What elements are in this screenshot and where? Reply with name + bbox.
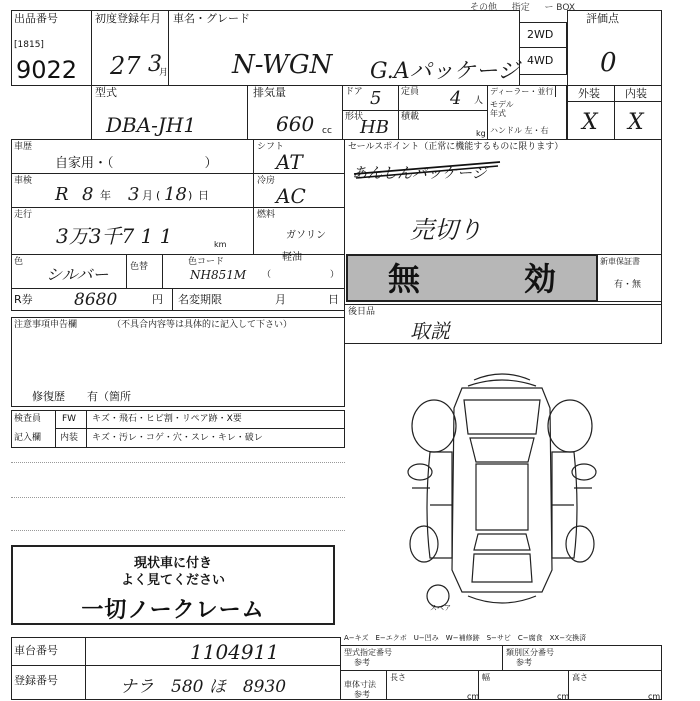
doors-value: 5 [370,88,382,109]
class-label: 類別区分番号 [506,648,554,657]
model-name: N-WGN [232,50,333,80]
length-label: 長さ [390,673,406,682]
later-items-label: 後日品 [348,307,376,317]
lot-code: [1815] [14,40,44,50]
dim-vline-2 [478,670,479,700]
first-reg-year: 27 [110,52,141,80]
no-claim-box [11,545,335,625]
lot-label: 出品番号 [14,12,58,25]
dealer-tick [555,85,556,97]
new-warranty-label: 新車保証書 [600,257,640,266]
plate-label: 登録番号 [14,674,58,687]
type-label: 型式 [95,86,117,99]
spare-label: スペア [430,604,451,612]
car-diagram [402,360,602,615]
ext-int-divider [567,101,662,102]
model-year-label: モデル年式 [490,100,514,118]
interior-row-label: 内装 [60,433,79,443]
name-change-month: 月 [275,293,286,306]
body-dim-ref-label: 参考 [354,690,370,699]
inspector-label: 検査員 [14,414,42,424]
exterior-value: X [582,110,598,135]
footer-right-divider [340,670,662,671]
model-label: 車名・グレード [173,12,250,25]
first-reg-month: 3 [148,52,162,77]
footer-left-vdivider [85,637,86,700]
name-change-label: 名変期限 [178,293,222,306]
void-char-1: 無 [388,260,421,298]
plate-value: ナラ 580 ほ 8930 [120,677,287,697]
history-label: 車歴 [14,142,33,152]
color-code-label: 色コード [188,257,225,267]
score-value: 0 [600,48,617,78]
drive-4wd: 4WD [527,54,554,67]
lot-number: 9022 [16,56,78,84]
dim-vline-1 [386,670,387,700]
name-change-divider [172,288,173,311]
doors-label: ドア [345,87,363,97]
footer-left-divider [11,665,341,666]
fuel-paren-open: （ [262,270,272,280]
inspector-vline2 [86,410,87,448]
inspection-paren-close: ) [188,189,193,202]
fuel-diesel: 軽油 [282,252,302,263]
score-label: 評価点 [586,12,619,25]
sales-points-label: セールスポイント（正常に機能するものに限ります） [348,142,564,152]
details-vdivider [253,139,254,254]
recycle-value: 8680 [74,290,118,310]
doors-divider [342,110,488,111]
inspector-vline1 [55,410,56,448]
guide-line-3 [11,530,345,531]
color-code-divider [162,254,163,288]
person-unit: 人 [474,96,484,106]
height-unit: cm [648,692,661,701]
inspector-hline [55,428,345,429]
type-value: DBA-JH1 [106,113,197,137]
load-label: 積載 [401,112,420,122]
interior-label: 内装 [625,87,647,100]
body-dim-label: 車体寸法 [344,680,376,689]
inspection-era: R [55,184,69,205]
width-unit: cm [557,692,570,701]
color-value: シルバー [46,265,109,284]
caution-label: 注意事項申告欄 [14,320,78,330]
recycle-label: R券 [14,293,33,306]
dealer-label: ディーラー・並行 [490,87,554,96]
handle-label: ハンドル 左・右 [490,126,549,135]
doors-vdivider [398,85,399,140]
claim-line-1: 現状車に付き [133,556,212,571]
capacity-label: 定員 [401,87,420,97]
entry-label: 記入欄 [14,433,42,443]
displacement-value: 660 [276,112,315,136]
shape-label: 形状 [345,112,364,122]
drive-2wd: 2WD [527,28,554,41]
cc-unit: cc [322,126,332,136]
color-change-label: 色替 [130,262,149,272]
history-value: 自家用・（ ） [55,156,218,171]
shift-value: AT [276,150,303,174]
inspection-paren-open: ( [156,189,161,202]
mileage-value: 3万3千7 1 1 [56,224,173,248]
chassis-label: 車台番号 [14,644,58,657]
fuel-label: 燃料 [257,210,276,220]
later-items-value: 取説 [410,319,450,343]
inspection-label: 車検 [14,176,33,186]
first-reg-label: 初度登録年月 [95,12,161,25]
fw-text: キズ・飛石・ヒビ割・リペア跡・X要 [92,414,242,424]
new-warranty-value: 有・無 [614,280,642,290]
sales-points-note: 売切り [410,216,482,244]
top-cutoff-text: その他 指定 ー BOX [470,3,575,13]
capacity-value: 4 [450,88,462,109]
yen-unit: 円 [152,293,163,306]
guide-line-2 [11,497,345,498]
fuel-paren-close: ） [330,270,340,280]
fw-label: FW [62,414,77,424]
repair-label: 修復歴 有（箇所 [32,390,131,403]
footer-right-vdivider [502,645,503,670]
ac-label: 冷房 [257,176,276,186]
inspection-year: 8 [82,184,94,205]
details-row4-line [11,288,345,289]
caution-hint: （不具合内容等は具体的に記入して下さい） [112,320,293,330]
grade: G.Aパッケージ [370,59,520,84]
interior-value: X [628,110,644,135]
strikethrough-marks [352,154,502,184]
sales-points-struck: あんしんパッケージ [352,164,487,182]
class-ref-label: 参考 [516,658,532,667]
inspection-year-unit: 年 [100,189,111,202]
inspection-day-unit: 日 [198,189,209,202]
displacement-label: 排気量 [253,86,286,99]
inspection-month-unit: 月 [142,189,153,202]
cert-ref-label: 参考 [354,658,370,667]
claim-line-3: 一切ノークレーム [81,598,265,623]
dim-vline-3 [568,670,569,700]
shape-value: HB [360,117,389,138]
color-code-value: NH851M [190,268,247,282]
ac-value: AC [276,184,306,208]
void-stamp [346,254,598,302]
fuel-gas: ガソリン [286,230,326,241]
first-reg-month-unit: 月 [159,68,169,78]
color-change-divider [126,254,127,288]
shift-label: シフト [257,142,285,152]
km-unit: km [214,240,227,249]
damage-legend: A−キズ E−エクボ U−凹み W−補修跡 S−サビ C−腐食 XX−交換済 [344,634,587,642]
inspection-day: 18 [164,184,187,205]
guide-line-1 [11,462,345,463]
void-char-2: 効 [524,260,557,298]
kg-unit: kg [476,129,486,138]
width-label: 幅 [482,673,490,682]
length-unit: cm [467,692,480,701]
chassis-value: 1104911 [190,640,280,664]
later-items-cell [344,304,662,344]
interior-row-text: キズ・汚レ・コゲ・穴・スレ・キレ・破レ [92,433,263,443]
color-label: 色 [14,257,24,267]
name-change-day: 日 [328,293,339,306]
mileage-label: 走行 [14,210,33,220]
claim-line-2: よく見てください [120,573,225,588]
height-label: 高さ [572,673,588,682]
inspection-month: 3 [128,184,140,205]
exterior-label: 外装 [578,87,600,100]
cert-label: 型式指定番号 [344,648,392,657]
